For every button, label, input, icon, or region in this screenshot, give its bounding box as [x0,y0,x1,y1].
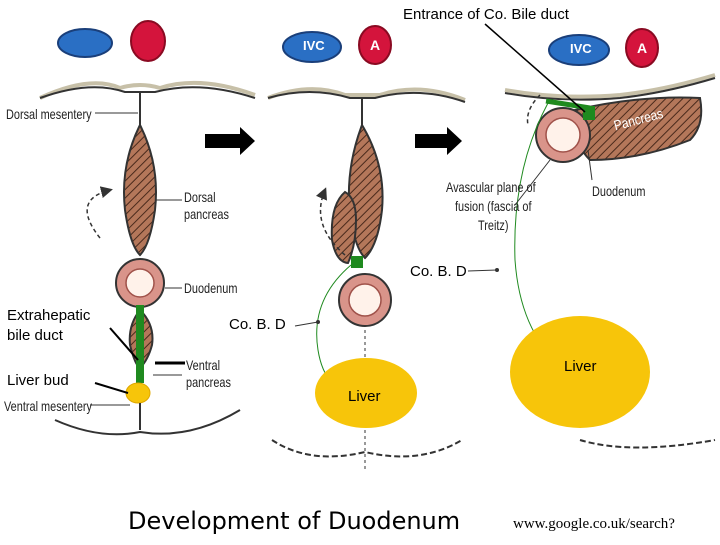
aorta-vessel-1 [131,21,165,61]
avascular-label-1: Avascular plane of [446,179,536,195]
ivc-vessel-1 [58,29,112,57]
cobd-label-2: Co. B. D [229,316,286,333]
dorsal-pancreas-1 [124,125,156,255]
aorta-label-2: A [637,40,648,56]
ivc-label-2: IVC [570,41,592,56]
bile-duct-1 [136,305,144,383]
ventral-mesentery-label: Ventral mesentery [4,398,93,414]
cobd-3-pointer [468,270,497,271]
liver-label-3: Liver [564,358,597,375]
dorsal-pancreas-label-2: pancreas [184,206,229,222]
liver-bud [126,383,150,403]
avascular-label-3: Treitz) [478,217,509,233]
arrow-right-1 [205,127,255,155]
ivc-label-1: IVC [303,38,325,53]
avascular-label-2: fusion (fascia of [455,198,532,214]
cobd-2-pointer [295,322,318,326]
duodenum-label-3: Duodenum [592,183,646,199]
entrance-label: Entrance of Co. Bile duct [403,6,569,23]
liver-label-2: Liver [348,388,381,405]
arrow-right-2 [415,127,462,155]
dorsal-pancreas-label-1: Dorsal [184,189,216,205]
page-title: Development of Duodenum [128,507,461,535]
panel-3 [468,24,715,448]
duodenum-label-1: Duodenum [184,280,238,296]
ventral-pancreas-label-2: pancreas [186,374,231,390]
cobd-label-3: Co. B. D [410,263,467,280]
liver-bud-label: Liver bud [7,372,69,389]
panel-1 [40,21,255,434]
extrahepatic-label-1: Extrahepatic [7,307,91,324]
source-url: www.google.co.uk/search? [513,516,675,532]
dorsal-mesentery-label: Dorsal mesentery [6,106,92,122]
extrahepatic-label-2: bile duct [7,327,63,344]
aorta-label-1: A [370,37,381,53]
bile-duct-2 [351,256,363,268]
ventral-pancreas-label-1: Ventral [186,357,221,373]
liver-bud-leader [95,383,128,393]
pancreas-label-3: Pancreas [612,104,665,134]
ventral-pancreas-2 [332,192,356,263]
